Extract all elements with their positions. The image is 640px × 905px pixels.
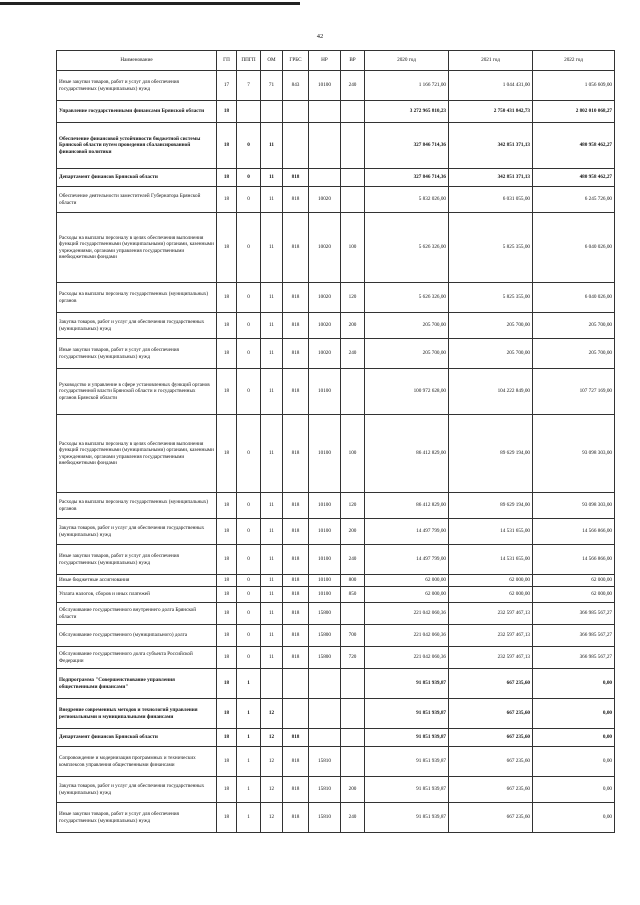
cell-grbs: 818 [283,803,309,833]
cell-name: Расходы на выплаты персоналу государственных (муниципальных) органов [57,283,217,313]
cell-om: 11 [261,519,283,545]
cell-ppgp: 1 [237,669,261,699]
cell-y2020: 91 851 939,87 [365,699,449,729]
cell-name: Иные закупки товаров, работ и услуг для обеспечения государственных (муниципальных) нужд [57,71,217,101]
cell-y2020: 91 851 939,87 [365,747,449,777]
cell-nr: 10100 [309,493,341,519]
cell-vr: 720 [341,647,365,669]
cell-vr: 200 [341,519,365,545]
cell-nr [309,101,341,123]
cell-name: Иные закупки товаров, работ и услуг для обеспечения государственных (муниципальных) нужд [57,545,217,575]
table-row [57,699,615,729]
cell-y2021: 5 825 355,00 [449,213,533,283]
cell-om: 11 [261,545,283,575]
cell-nr: 15800 [309,625,341,647]
cell-om: 11 [261,587,283,603]
cell-ppgp: 0 [237,625,261,647]
table-row [57,101,615,123]
cell-grbs: 818 [283,647,309,669]
cell-y2020: 14 497 799,00 [365,519,449,545]
cell-ppgp: 0 [237,187,261,213]
cell-ppgp: 0 [237,493,261,519]
cell-name: Сопровождение и модернизация программных и технических комплексов управления общественными финансами [57,747,217,777]
cell-y2022: 6 040 026,00 [533,283,615,313]
cell-y2022: 14 566 866,00 [533,545,615,575]
cell-name: Департамент финансов Брянской области [57,729,217,747]
cell-y2022: 62 000,00 [533,575,615,587]
cell-grbs: 843 [283,71,309,101]
cell-gp: 18 [217,669,237,699]
cell-om: 12 [261,699,283,729]
cell-y2021: 342 851 371,13 [449,169,533,187]
cell-om: 11 [261,625,283,647]
cell-ppgp: 0 [237,575,261,587]
cell-ppgp: 0 [237,415,261,493]
cell-nr: 15810 [309,803,341,833]
cell-y2022: 93 098 303,00 [533,493,615,519]
cell-nr: 10100 [309,575,341,587]
cell-grbs: 818 [283,575,309,587]
cell-vr: 240 [341,803,365,833]
cell-name: Иные закупки товаров, работ и услуг для обеспечения государственных (муниципальных) нужд [57,339,217,369]
cell-y2022: 93 098 303,00 [533,415,615,493]
budget-table [56,50,615,833]
cell-y2020: 1 166 721,00 [365,71,449,101]
cell-y2021: 205 700,00 [449,313,533,339]
cell-vr: 200 [341,777,365,803]
cell-vr: 240 [341,545,365,575]
table-row [57,519,615,545]
cell-gp: 18 [217,747,237,777]
cell-grbs: 818 [283,339,309,369]
cell-y2020: 5 626 326,00 [365,283,449,313]
cell-name: Иные бюджетные ассигнования [57,575,217,587]
cell-vr [341,669,365,699]
cell-vr [341,699,365,729]
cell-grbs [283,123,309,169]
cell-name: Обеспечение финансовой устойчивости бюджетной системы Брянской области путем проведения сбалансированной финансовой политики [57,123,217,169]
cell-gp: 18 [217,575,237,587]
cell-ppgp: 0 [237,369,261,415]
cell-y2021: 5 825 355,00 [449,283,533,313]
cell-ppgp: 0 [237,283,261,313]
cell-y2021: 232 597 467,13 [449,625,533,647]
cell-ppgp: 0 [237,587,261,603]
cell-y2022: 205 700,00 [533,313,615,339]
cell-name: Уплата налогов, сборов и иных платежей [57,587,217,603]
cell-name: Департамент финансов Брянской области [57,169,217,187]
cell-y2021: 62 000,00 [449,575,533,587]
cell-ppgp: 0 [237,169,261,187]
cell-om: 11 [261,169,283,187]
table-row [57,283,615,313]
cell-y2022: 366 985 567,27 [533,603,615,625]
cell-y2022: 0,00 [533,699,615,729]
cell-y2021: 667 235,60 [449,699,533,729]
cell-y2021: 667 235,60 [449,803,533,833]
header-nr: НР [309,51,341,71]
cell-ppgp: 1 [237,747,261,777]
table-row [57,603,615,625]
cell-grbs: 818 [283,369,309,415]
cell-nr: 10020 [309,187,341,213]
cell-om: 11 [261,123,283,169]
cell-grbs: 818 [283,415,309,493]
cell-ppgp: 0 [237,313,261,339]
cell-om: 11 [261,283,283,313]
cell-name: Обслуживание государственного внутреннего долга Брянской области [57,603,217,625]
cell-y2021: 342 851 371,13 [449,123,533,169]
cell-nr [309,669,341,699]
cell-gp: 18 [217,519,237,545]
cell-y2020: 205 700,00 [365,339,449,369]
cell-y2020: 100 972 628,00 [365,369,449,415]
table-row [57,369,615,415]
cell-grbs: 818 [283,187,309,213]
cell-nr [309,699,341,729]
cell-grbs [283,101,309,123]
cell-nr: 10020 [309,213,341,283]
cell-nr: 10020 [309,339,341,369]
cell-name: Обслуживание государственного долга субъекта Российской Федерации [57,647,217,669]
cell-y2021: 232 597 467,13 [449,603,533,625]
cell-name: Расходы на выплаты персоналу государственных (муниципальных) органов [57,493,217,519]
cell-name: Закупка товаров, работ и услуг для обеспечения государственных (муниципальных) нужд [57,313,217,339]
cell-y2020: 62 000,00 [365,587,449,603]
header-name: Наименование [57,51,217,71]
table-row [57,123,615,169]
cell-om: 11 [261,575,283,587]
cell-grbs: 818 [283,777,309,803]
cell-y2021: 667 235,60 [449,669,533,699]
cell-ppgp: 1 [237,699,261,729]
cell-vr: 100 [341,415,365,493]
cell-name: Подпрограмма "Совершенствование управления общественными финансами" [57,669,217,699]
cell-grbs [283,669,309,699]
cell-vr: 120 [341,493,365,519]
cell-y2022: 0,00 [533,729,615,747]
cell-ppgp: 1 [237,729,261,747]
cell-gp: 18 [217,603,237,625]
cell-grbs: 818 [283,545,309,575]
cell-gp: 18 [217,729,237,747]
cell-y2021: 1 044 431,00 [449,71,533,101]
table-row [57,213,615,283]
cell-y2022: 366 985 567,27 [533,625,615,647]
cell-ppgp: 0 [237,213,261,283]
table-row [57,575,615,587]
cell-y2022: 62 000,00 [533,587,615,603]
cell-vr [341,187,365,213]
cell-name: Внедрение современных методов и технологий управления региональными и муниципальными финансами [57,699,217,729]
cell-om [261,101,283,123]
cell-y2022: 480 958 462,27 [533,123,615,169]
cell-y2020: 14 497 799,00 [365,545,449,575]
header-2022: 2022 год [533,51,615,71]
cell-y2021: 232 597 467,13 [449,647,533,669]
cell-gp: 18 [217,283,237,313]
cell-nr: 10100 [309,545,341,575]
cell-y2022: 6 245 726,00 [533,187,615,213]
cell-om: 11 [261,339,283,369]
table-row [57,647,615,669]
cell-nr: 15800 [309,603,341,625]
cell-y2020: 91 851 939,87 [365,777,449,803]
cell-y2020: 327 846 714,36 [365,169,449,187]
cell-gp: 18 [217,647,237,669]
cell-grbs: 818 [283,625,309,647]
cell-vr: 800 [341,575,365,587]
table-row [57,545,615,575]
page-number: 42 [316,33,324,40]
cell-nr: 15810 [309,747,341,777]
cell-vr: 120 [341,283,365,313]
table-row [57,777,615,803]
cell-ppgp: 0 [237,545,261,575]
cell-nr: 15800 [309,647,341,669]
cell-vr [341,101,365,123]
cell-nr: 10020 [309,283,341,313]
cell-om [261,669,283,699]
cell-gp: 18 [217,587,237,603]
cell-name: Расходы на выплаты персоналу в целях обеспечения выполнения функций государственными (муниципальными) органами, казенными учреждениями, органами управления государственными внебюджетными фондами [57,213,217,283]
cell-y2022: 366 985 567,27 [533,647,615,669]
cell-y2021: 667 235,60 [449,777,533,803]
cell-vr: 240 [341,71,365,101]
cell-y2022: 1 056 609,00 [533,71,615,101]
cell-y2022: 14 566 866,00 [533,519,615,545]
cell-vr: 240 [341,339,365,369]
cell-om: 11 [261,187,283,213]
cell-y2021: 667 235,60 [449,729,533,747]
cell-gp: 18 [217,699,237,729]
cell-gp: 18 [217,493,237,519]
cell-vr [341,747,365,777]
cell-om: 12 [261,729,283,747]
cell-y2020: 221 042 060,36 [365,603,449,625]
cell-nr: 10100 [309,71,341,101]
cell-gp: 18 [217,123,237,169]
header-2020: 2020 год [365,51,449,71]
cell-om: 11 [261,213,283,283]
cell-y2021: 62 000,00 [449,587,533,603]
cell-y2022: 0,00 [533,669,615,699]
cell-grbs: 818 [283,213,309,283]
cell-grbs: 818 [283,603,309,625]
scan-edge-line [0,2,300,5]
cell-y2022: 6 040 026,00 [533,213,615,283]
cell-vr: 200 [341,313,365,339]
cell-gp: 18 [217,369,237,415]
cell-ppgp [237,101,261,123]
cell-y2022: 0,00 [533,803,615,833]
cell-nr: 10100 [309,369,341,415]
cell-ppgp: 7 [237,71,261,101]
cell-nr: 10020 [309,313,341,339]
cell-name: Руководство и управление в сфере установленных функций органов государственной власти Брянской области и государственных органов Брянской области [57,369,217,415]
cell-gp: 18 [217,313,237,339]
cell-nr: 15810 [309,777,341,803]
cell-grbs: 818 [283,283,309,313]
cell-nr: 10100 [309,415,341,493]
cell-y2020: 86 412 829,00 [365,415,449,493]
cell-y2021: 2 750 431 842,73 [449,101,533,123]
cell-gp: 18 [217,101,237,123]
cell-nr: 10100 [309,587,341,603]
cell-y2020: 5 626 326,00 [365,213,449,283]
cell-y2022: 480 958 462,27 [533,169,615,187]
cell-gp: 18 [217,187,237,213]
table-row [57,187,615,213]
cell-grbs [283,699,309,729]
cell-y2020: 327 846 714,36 [365,123,449,169]
header-gp: ГП [217,51,237,71]
cell-vr [341,729,365,747]
cell-vr [341,603,365,625]
cell-name: Иные закупки товаров, работ и услуг для обеспечения государственных (муниципальных) нужд [57,803,217,833]
cell-y2021: 14 531 655,00 [449,545,533,575]
cell-om: 11 [261,493,283,519]
table-row [57,729,615,747]
cell-om: 11 [261,313,283,339]
cell-gp: 18 [217,415,237,493]
cell-grbs: 818 [283,747,309,777]
table-header-row [57,51,615,71]
table-row [57,493,615,519]
cell-name: Управление государственными финансами Брянской области [57,101,217,123]
cell-name: Обслуживание государственного (муниципального) долга [57,625,217,647]
cell-y2022: 0,00 [533,747,615,777]
cell-gp: 18 [217,339,237,369]
cell-ppgp: 0 [237,603,261,625]
header-2021: 2021 год [449,51,533,71]
cell-om: 11 [261,647,283,669]
cell-y2021: 205 700,00 [449,339,533,369]
cell-gp: 18 [217,545,237,575]
cell-ppgp: 0 [237,123,261,169]
cell-name: Закупка товаров, работ и услуг для обеспечения государственных (муниципальных) нужд [57,777,217,803]
cell-y2020: 62 000,00 [365,575,449,587]
table-row [57,625,615,647]
table-row [57,803,615,833]
cell-gp: 18 [217,625,237,647]
cell-nr: 10100 [309,519,341,545]
cell-y2021: 6 031 055,00 [449,187,533,213]
cell-grbs: 818 [283,519,309,545]
cell-om: 12 [261,803,283,833]
table-row [57,71,615,101]
cell-ppgp: 1 [237,777,261,803]
cell-om: 11 [261,603,283,625]
cell-y2020: 221 042 060,36 [365,625,449,647]
cell-gp: 18 [217,213,237,283]
cell-ppgp: 1 [237,803,261,833]
cell-nr [309,169,341,187]
table-row [57,669,615,699]
cell-y2020: 91 851 939,87 [365,669,449,699]
header-om: ОМ [261,51,283,71]
table-row [57,169,615,187]
cell-grbs: 818 [283,587,309,603]
table-row [57,339,615,369]
cell-om: 11 [261,369,283,415]
cell-vr: 850 [341,587,365,603]
cell-gp: 18 [217,803,237,833]
cell-y2020: 3 272 965 810,23 [365,101,449,123]
cell-om: 12 [261,777,283,803]
cell-vr [341,123,365,169]
table-row [57,313,615,339]
cell-nr [309,729,341,747]
cell-ppgp: 0 [237,339,261,369]
cell-gp: 18 [217,169,237,187]
cell-y2021: 89 629 194,00 [449,493,533,519]
cell-y2020: 86 412 829,00 [365,493,449,519]
cell-y2022: 205 700,00 [533,339,615,369]
cell-grbs: 818 [283,169,309,187]
cell-vr [341,169,365,187]
cell-grbs: 818 [283,313,309,339]
cell-name: Обеспечение деятельности заместителей Губернатора Брянской области [57,187,217,213]
cell-om: 12 [261,747,283,777]
cell-om: 11 [261,415,283,493]
table-row [57,415,615,493]
cell-grbs: 818 [283,729,309,747]
cell-om: 71 [261,71,283,101]
cell-name: Закупка товаров, работ и услуг для обеспечения государственных (муниципальных) нужд [57,519,217,545]
table-row [57,747,615,777]
cell-y2020: 91 851 939,87 [365,729,449,747]
cell-y2021: 667 235,60 [449,747,533,777]
cell-ppgp: 0 [237,647,261,669]
header-grbs: ГРБС [283,51,309,71]
cell-y2021: 104 222 849,00 [449,369,533,415]
cell-vr: 100 [341,213,365,283]
cell-y2020: 91 851 939,87 [365,803,449,833]
cell-y2020: 221 042 060,36 [365,647,449,669]
table-row [57,587,615,603]
cell-y2020: 5 832 026,00 [365,187,449,213]
cell-grbs: 818 [283,493,309,519]
cell-y2020: 205 700,00 [365,313,449,339]
header-vr: ВР [341,51,365,71]
cell-name: Расходы на выплаты персоналу в целях обеспечения выполнения функций государственными (муниципальными) органами, казенными учреждениями, органами управления государственными внебюджетными фондами [57,415,217,493]
cell-y2021: 14 531 655,00 [449,519,533,545]
cell-ppgp: 0 [237,519,261,545]
cell-gp: 17 [217,71,237,101]
cell-y2022: 2 802 010 068,27 [533,101,615,123]
header-ppgp: ППГП [237,51,261,71]
cell-gp: 18 [217,777,237,803]
cell-vr [341,369,365,415]
cell-y2022: 107 727 169,00 [533,369,615,415]
cell-y2021: 89 629 194,00 [449,415,533,493]
cell-vr: 700 [341,625,365,647]
cell-nr [309,123,341,169]
cell-y2022: 0,00 [533,777,615,803]
